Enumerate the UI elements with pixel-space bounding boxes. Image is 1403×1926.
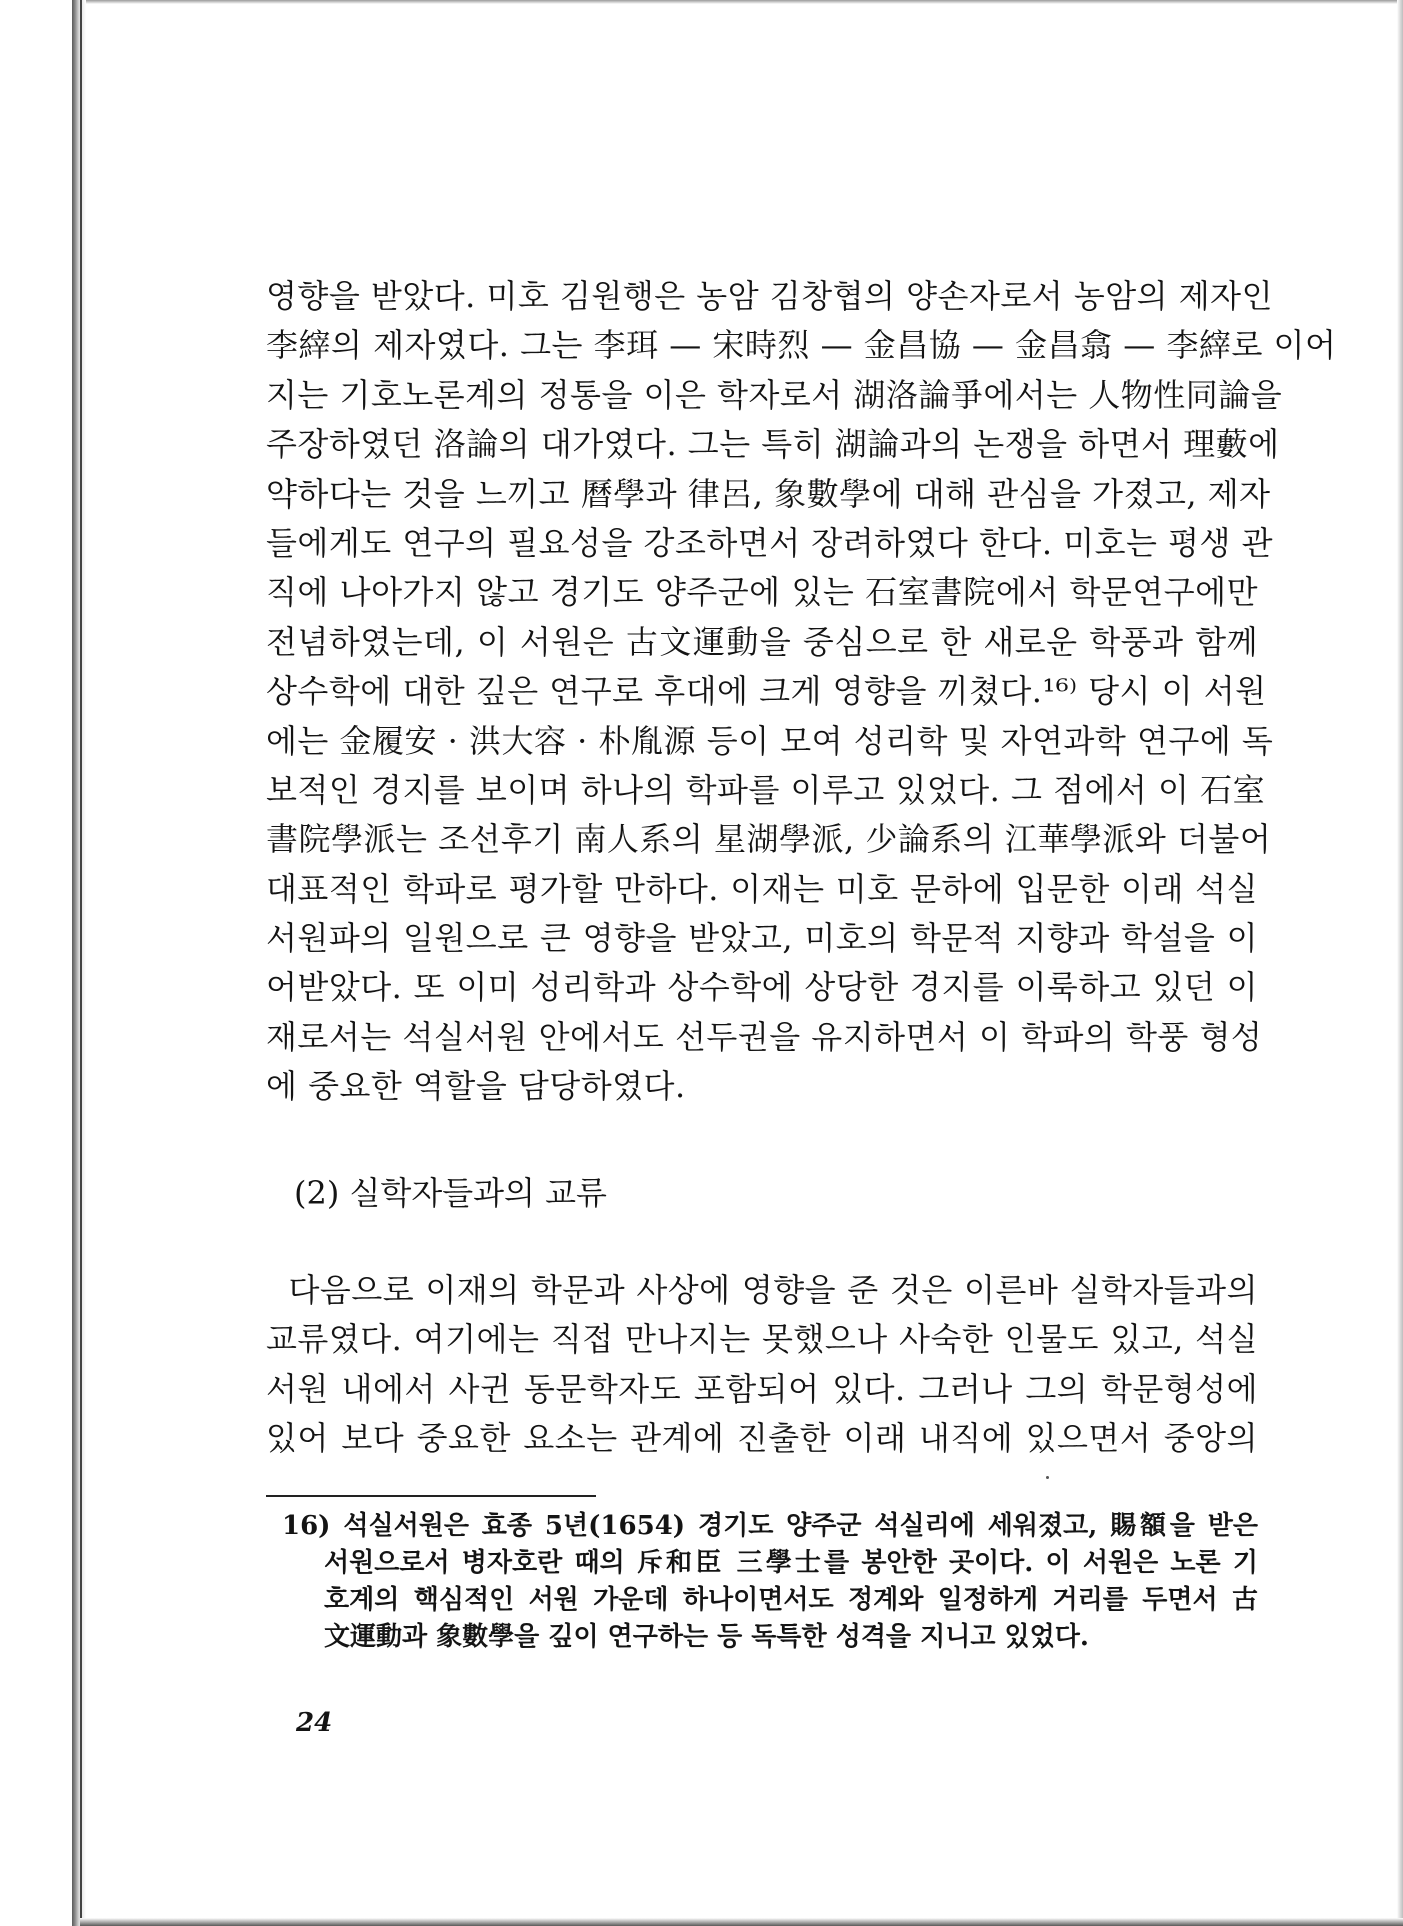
page-spine-line [80,0,82,1926]
text-line: 약하다는 것을 느끼고 曆學과 律呂, 象數學에 대해 관심을 가졌고, 제자 [266,474,1271,513]
paragraph-2 [266,1266,1258,1464]
text-line: 書院學派는 조선후기 南人系의 星湖學派, 少論系의 江華學派와 더불어 [266,820,1272,859]
text-line: 보적인 경지를 보이며 하나의 학파를 이루고 있었다. 그 점에서 이 石室 [266,770,1266,809]
page-bottom-edge [80,1918,1403,1926]
text-line: 직에 나아가지 않고 경기도 양주군에 있는 石室書院에서 학문연구에만 [266,573,1258,612]
section-heading: (2) 실학자들과의 교류 [294,1174,607,1212]
text-line: 영향을 받았다. 미호 김원행은 농암 김창협의 양손자로서 농암의 제자인 [266,277,1273,315]
footnote-line: 16) 석실서원은 효종 5년(1654) 경기도 양주군 석실리에 세워졌고, 賜額을 받은 [282,1511,1258,1541]
footnote-16 [282,1508,1258,1656]
footnote-line: 文運動과 象數學을 깊이 연구하는 등 독특한 성격을 지니고 있었다. [324,1622,1089,1652]
text-line: 서원 내에서 사귄 동문학자도 포함되어 있다. 그러나 그의 학문형성에 [266,1369,1258,1408]
footnote-separator [266,1495,596,1497]
footnote-line: 서원으로서 병자호란 때의 斥和臣 三學士를 봉안한 곳이다. 이 서원은 노론 기 [324,1548,1258,1578]
text-line: 에는 金履安 · 洪大容 · 朴胤源 등이 모여 성리학 및 자연과학 연구에 독 [266,721,1274,760]
text-line: 지는 기호노론계의 정통을 이은 학자로서 湖洛論爭에서는 人物性同論을 [266,375,1283,414]
scan-speck [1046,1476,1049,1479]
text-line: 대표적인 학파로 평가할 만하다. 이재는 미호 문하에 입문한 이래 석실 [266,869,1258,908]
page-right-edge [1397,0,1403,1926]
text-line: 주장하였던 洛論의 대가였다. 그는 특히 湖論과의 논쟁을 하면서 理藪에 [266,425,1280,464]
paragraph-1 [266,272,1337,1112]
text-line: 상수학에 대한 깊은 연구로 후대에 크게 영향을 끼쳤다.¹⁶⁾ 당시 이 서원 [266,672,1267,711]
page-number: 24 [296,1708,333,1738]
text-line: 있어 보다 중요한 요소는 관계에 진출한 이래 내직에 있으면서 중앙의 [266,1419,1258,1458]
text-line: 전념하였는데, 이 서원은 古文運動을 중심으로 한 새로운 학풍과 함께 [266,622,1258,661]
footnote-line: 호계의 핵심적인 서원 가운데 하나이면서도 정계와 일정하게 거리를 두면서 古 [324,1585,1258,1615]
text-line: 다음으로 이재의 학문과 사상에 영향을 준 것은 이른바 실학자들과의 [266,1271,1258,1309]
page-spine-shadow [72,0,86,1926]
text-line: 서원파의 일원으로 큰 영향을 받았고, 미호의 학문적 지향과 학설을 이 [266,919,1258,958]
text-line: 李縡의 제자였다. 그는 李珥 — 宋時烈 — 金昌協 — 金昌翕 — 李縡로 이어 [266,326,1337,365]
text-line: 재로서는 석실서원 안에서도 선두권을 유지하면서 이 학파의 학풍 형성 [266,1017,1263,1056]
text-line: 어받았다. 또 이미 성리학과 상수학에 상당한 경지를 이룩하고 있던 이 [266,968,1258,1007]
text-line: 에 중요한 역할을 담당하였다. [266,1067,686,1106]
text-line: 교류였다. 여기에는 직접 만나지는 못했으나 사숙한 인물도 있고, 석실 [266,1320,1258,1359]
page-top-edge [80,0,1403,4]
text-line: 들에게도 연구의 필요성을 강조하면서 장려하였다 한다. 미호는 평생 관 [266,523,1273,562]
